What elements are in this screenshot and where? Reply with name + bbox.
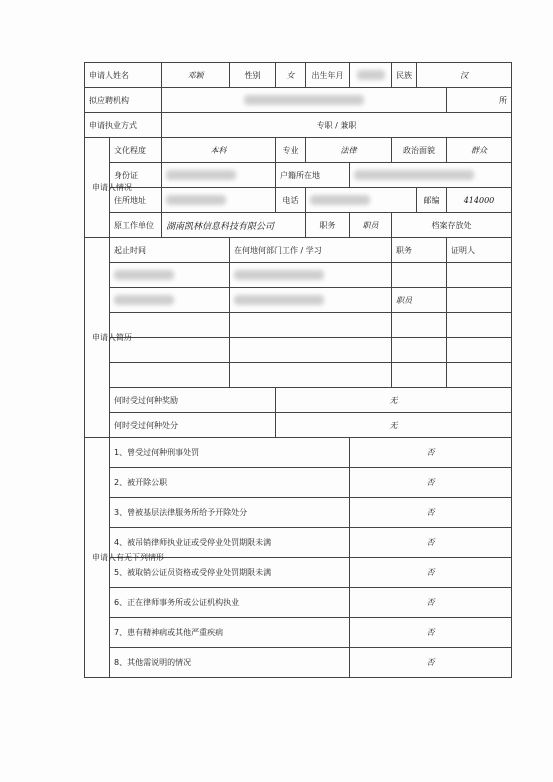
resume-duty <box>392 363 447 388</box>
application-form-table <box>84 62 512 678</box>
side-label-resume: 申请人简历 <box>85 238 110 438</box>
resume-duty <box>392 338 447 363</box>
row-prev-work <box>85 213 512 238</box>
condition-value: 否 <box>350 588 512 618</box>
practice-mode-label: 申请执业方式 <box>85 113 162 138</box>
row-institution <box>85 88 512 113</box>
condition-row <box>85 498 512 528</box>
condition-label: 5、被取销公证员资格或受停业处罚期限未满 <box>110 558 350 588</box>
practice-mode-value: 专职 / 兼职 <box>162 113 512 138</box>
punish-value: 无 <box>276 413 512 438</box>
major-value: 法律 <box>306 138 392 163</box>
row-practice-mode <box>85 113 512 138</box>
condition-value: 否 <box>350 468 512 498</box>
resume-row <box>85 288 512 313</box>
resume-where <box>230 363 392 388</box>
condition-row <box>85 648 512 678</box>
resume-row <box>85 313 512 338</box>
side-label-info: 申请人情况 <box>85 138 110 238</box>
award-value: 无 <box>276 388 512 413</box>
row-resume-header <box>85 238 512 263</box>
resume-duty <box>392 263 447 288</box>
condition-label: 8、其他需说明的情况 <box>110 648 350 678</box>
condition-label: 1、曾受过何种刑事处罚 <box>110 438 350 468</box>
condition-row <box>85 618 512 648</box>
resume-period <box>110 263 230 288</box>
condition-value: 否 <box>350 558 512 588</box>
redacted-household <box>354 170 474 180</box>
redacted-period <box>114 295 174 305</box>
ethnicity-value: 汉 <box>417 63 512 88</box>
position-label: 职务 <box>306 213 350 238</box>
redacted-phone <box>310 195 370 205</box>
education-label: 文化程度 <box>110 138 162 163</box>
resume-duty: 职员 <box>392 288 447 313</box>
resume-where <box>230 338 392 363</box>
applicant-name-label: 申请人姓名 <box>85 63 162 88</box>
redacted-where <box>234 295 324 305</box>
resume-duty <box>392 313 447 338</box>
institution-label: 拟应聘机构 <box>85 88 162 113</box>
resume-row <box>85 263 512 288</box>
redacted-where <box>234 270 324 280</box>
redacted-birth <box>357 70 385 80</box>
redacted-address <box>166 195 226 205</box>
birth-value <box>350 63 392 88</box>
redacted-period <box>114 270 174 280</box>
resume-period <box>110 288 230 313</box>
applicant-name-value: 邓颖 <box>162 63 230 88</box>
id-value <box>162 163 276 188</box>
condition-row <box>85 588 512 618</box>
position-value: 职员 <box>350 213 392 238</box>
political-value: 群众 <box>447 138 512 163</box>
row-punish <box>85 413 512 438</box>
redacted-institution <box>244 95 364 105</box>
punish-label: 何时受过何种处分 <box>110 413 276 438</box>
household-label: 户籍所在地 <box>276 163 350 188</box>
row-award <box>85 388 512 413</box>
id-label: 身份证 <box>110 163 162 188</box>
resume-witness <box>447 313 512 338</box>
phone-value <box>306 188 417 213</box>
gender-value: 女 <box>276 63 306 88</box>
row-name <box>85 63 512 88</box>
condition-value: 否 <box>350 528 512 558</box>
archive-label: 档案存放处 <box>392 213 512 238</box>
condition-row <box>85 438 512 468</box>
resume-row <box>85 363 512 388</box>
resume-witness <box>447 263 512 288</box>
condition-row <box>85 468 512 498</box>
resume-where <box>230 313 392 338</box>
duty-header: 职务 <box>392 238 447 263</box>
birth-label: 出生年月 <box>306 63 350 88</box>
ethnicity-label: 民族 <box>392 63 417 88</box>
major-label: 专业 <box>276 138 306 163</box>
postcode-value: 414000 <box>447 188 512 213</box>
resume-witness <box>447 338 512 363</box>
prev-work-value: 湖南凯林信息科技有限公司 <box>162 213 306 238</box>
resume-period <box>110 363 230 388</box>
row-address <box>85 188 512 213</box>
address-value <box>162 188 276 213</box>
side-label-conditions: 申请人有无下列情形 <box>85 438 110 678</box>
condition-label: 3、曾被基层法律服务所给予开除处分 <box>110 498 350 528</box>
period-header: 起止时间 <box>110 238 230 263</box>
prev-work-label: 原工作单位 <box>110 213 162 238</box>
condition-label: 7、患有精神病或其他严重疾病 <box>110 618 350 648</box>
award-label: 何时受过何种奖励 <box>110 388 276 413</box>
postcode-label: 邮编 <box>417 188 447 213</box>
condition-value: 否 <box>350 648 512 678</box>
row-education <box>85 138 512 163</box>
institution-suffix: 所 <box>447 88 512 113</box>
condition-row <box>85 558 512 588</box>
institution-value <box>162 88 447 113</box>
phone-label: 电话 <box>276 188 306 213</box>
where-header: 在何地何部门工作 / 学习 <box>230 238 392 263</box>
resume-where <box>230 288 392 313</box>
condition-value: 否 <box>350 618 512 648</box>
household-value <box>350 163 512 188</box>
condition-label: 6、正在律师事务所或公证机构执业 <box>110 588 350 618</box>
political-label: 政治面貌 <box>392 138 447 163</box>
row-id <box>85 163 512 188</box>
education-value: 本科 <box>162 138 276 163</box>
condition-value: 否 <box>350 438 512 468</box>
resume-witness <box>447 363 512 388</box>
condition-value: 否 <box>350 498 512 528</box>
gender-label: 性别 <box>230 63 276 88</box>
resume-where <box>230 263 392 288</box>
resume-row <box>85 338 512 363</box>
witness-header: 证明人 <box>447 238 512 263</box>
address-label: 住所地址 <box>110 188 162 213</box>
condition-label: 2、被开除公职 <box>110 468 350 498</box>
resume-witness <box>447 288 512 313</box>
condition-label: 4、被吊销律师执业证或受停业处罚期限未满 <box>110 528 350 558</box>
redacted-id <box>166 170 236 180</box>
